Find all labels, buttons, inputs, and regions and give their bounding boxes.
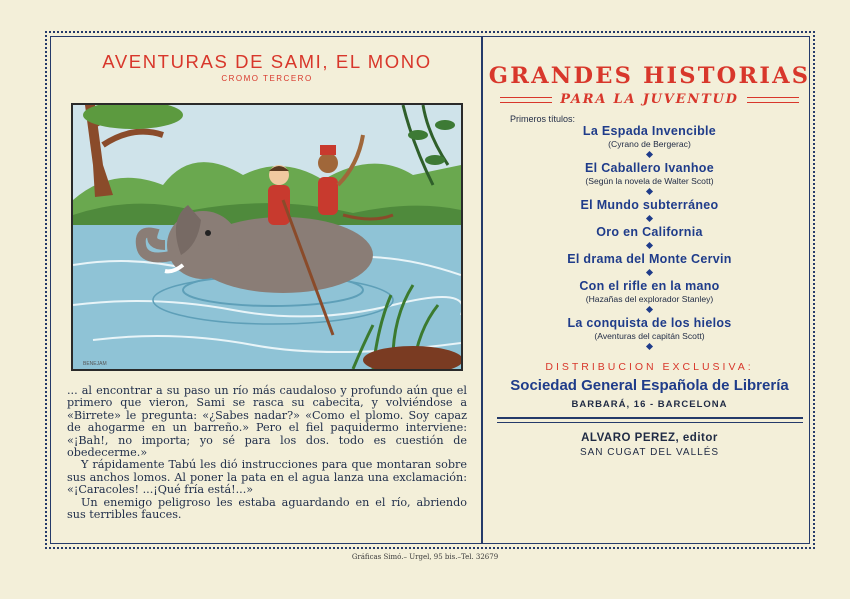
story-text: [67, 385, 467, 521]
collection-title: GRANDES HISTORIAS: [488, 63, 811, 89]
illustration-signature: BENEJAM: [83, 361, 107, 367]
left-panel: [67, 51, 467, 522]
book-title: La conquista de los hielos: [567, 316, 732, 330]
book-title: El Caballero Ivanhoe: [585, 161, 714, 175]
distribution-label: DISTRIBUCION EXCLUSIVA:: [545, 361, 754, 373]
book-note: (Aventuras del capitán Scott): [594, 331, 705, 341]
book-item: [487, 124, 812, 157]
diamond-icon: [646, 306, 653, 313]
editor-name: ALVARO PEREZ, editor: [581, 432, 718, 444]
story-illustration: [71, 103, 463, 371]
book-item: [487, 252, 812, 275]
subtitle-rule-right: [747, 97, 799, 103]
book-note: (Hazañas del explorador Stanley): [585, 294, 714, 304]
diamond-icon: [646, 269, 653, 276]
illustration-drawing: [73, 105, 461, 369]
subtitle-rule-left: [500, 97, 552, 103]
story-paragraph: Y rápidamente Tabú les dió instrucciones para que montaran sobre sus anchos lomos. Al poner la pata en el agua lanza una exclamación: «¡Caracoles! ...¡Qué fría está!...»: [67, 458, 467, 497]
book-item: [487, 225, 812, 248]
book-title: El Mundo subterráneo: [580, 198, 719, 212]
story-paragraph: ... al encontrar a su paso un río más caudaloso y profundo aún que el primero que vieron, Sami se rasca su cabecita, y volviéndose a «Birrete» le pregunta: «¿Sabes nadar?» «Como el plomo. Soy capaz de ahogarme en un barreño.» Pero el fiel paquidermo interviene: «¡Bah!, no importa; yo sé para los dos. todo es cuestión de obedecerme.»: [67, 384, 467, 460]
story-subtitle: CROMO TERCERO: [221, 74, 313, 83]
titles-label: Primeros títulos:: [510, 114, 576, 124]
book-note: (Según la novela de Walter Scott): [585, 176, 714, 186]
diamond-icon: [646, 242, 653, 249]
printer-credit: Gráficas Simó.– Urgel, 95 bis.–Tel. 32679: [351, 553, 499, 561]
collection-subtitle: PARA LA JUVENTUD: [560, 92, 739, 107]
rider-boy: [268, 185, 290, 225]
page-border: [45, 31, 815, 549]
book-list: [487, 124, 812, 349]
distributor-name: Sociedad General Española de Librería: [510, 377, 789, 394]
book-note: (Cyrano de Bergerac): [608, 139, 691, 149]
right-panel: [487, 43, 812, 458]
book-item: [487, 279, 812, 312]
distributor-address: BARBARÁ, 16 - BARCELONA: [571, 399, 728, 410]
rider-monkey: [318, 177, 338, 215]
book-item: [487, 161, 812, 194]
editor-city: SAN CUGAT DEL VALLÉS: [579, 447, 720, 458]
book-item: [487, 198, 812, 221]
book-title: Oro en California: [596, 225, 703, 239]
column-divider: [481, 36, 483, 544]
book-title: La Espada Invencible: [582, 124, 717, 138]
story-paragraph: Un enemigo peligroso les estaba aguardando en el río, abriendo sus terribles fauces.: [67, 495, 467, 522]
book-title: Con el rifle en la mano: [579, 279, 720, 293]
diamond-icon: [646, 343, 653, 350]
story-title: AVENTURAS DE SAMI, EL MONO: [102, 51, 432, 72]
diamond-icon: [646, 151, 653, 158]
diamond-icon: [646, 188, 653, 195]
collection-subtitle-row: [487, 92, 812, 107]
diamond-icon: [646, 215, 653, 222]
section-rule: [497, 417, 803, 423]
book-item: [487, 316, 812, 349]
book-title: El drama del Monte Cervin: [567, 252, 732, 266]
